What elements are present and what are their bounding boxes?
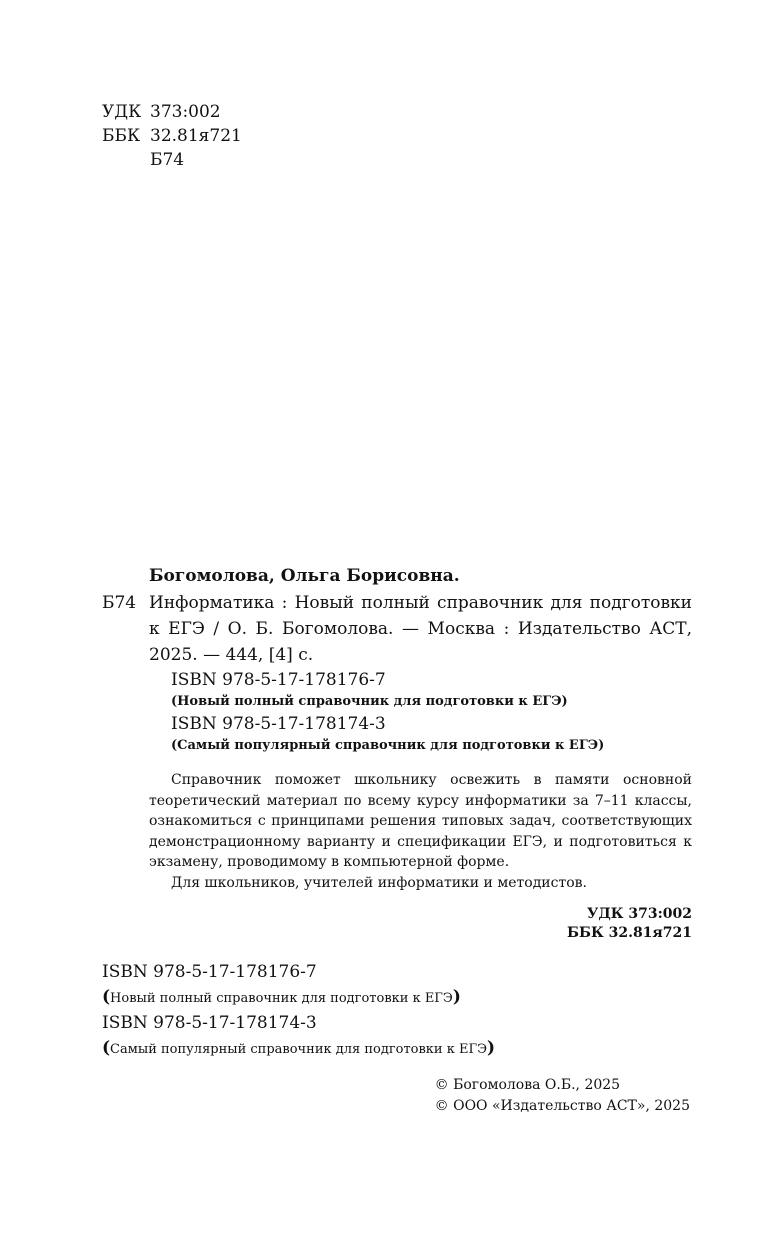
bbk-right: ББК 32.81я721 <box>567 925 692 941</box>
isbn-1: ISBN 978-5-17-178176-7 <box>171 670 386 690</box>
udk-row <box>102 100 242 124</box>
bbk-row <box>102 124 242 148</box>
bottom-isbn-2-note: (Самый популярный справочник для подготовки к ЕГЭ) <box>102 1038 496 1058</box>
isbn-2-note: (Самый популярный справочник для подготовки к ЕГЭ) <box>171 738 605 753</box>
classification-block <box>102 100 242 172</box>
isbn-1-note: (Новый полный справочник для подготовки к ЕГЭ) <box>171 694 568 709</box>
bottom-isbn-1: ISBN 978-5-17-178176-7 <box>102 962 317 982</box>
bbk-value: 32.81я721 <box>150 126 242 146</box>
bottom-isbn-block <box>102 960 495 1062</box>
isbn-2: ISBN 978-5-17-178174-3 <box>171 714 386 734</box>
author-mark: Б74 <box>150 150 185 170</box>
bottom-isbn-2: ISBN 978-5-17-178174-3 <box>102 1013 317 1033</box>
copyright-block <box>435 1075 690 1117</box>
audience-text: Для школьников, учителей информатики и методистов. <box>171 874 587 891</box>
udk-label: УДК <box>102 102 142 122</box>
copyright-author: © Богомолова О.Б., 2025 <box>434 1077 621 1093</box>
copyright-publisher: © ООО «Издательство АСТ», 2025 <box>434 1098 690 1114</box>
annotation-text: Справочник поможет школьнику освежить в памяти основной теоретический материал по всему курсу информатики за 7–11 классы, ознакомиться с принципами решения типовых задач, соответствующих демонстрационному варианту и спецификации ЕГЭ, и подготовиться к экзамену, проводимому в компьютерной форме. <box>149 772 692 870</box>
catalog-entry <box>102 562 692 943</box>
annotation <box>149 770 692 893</box>
author-name: Богомолова, Ольга Борисовна. <box>149 566 460 586</box>
bottom-isbn-1-note: (Новый полный справочник для подготовки к ЕГЭ) <box>102 987 461 1007</box>
bibliographic-description <box>102 590 692 668</box>
author-mark-row <box>102 148 242 172</box>
bbk-label: ББК <box>102 126 141 146</box>
udk-value: 373:002 <box>150 102 221 122</box>
udk-right: УДК 373:002 <box>586 906 692 922</box>
classification-codes-right <box>102 905 692 943</box>
entry-code: Б74 <box>102 593 137 613</box>
description-text: Информатика : Новый полный справочник для подготовки к ЕГЭ / О. Б. Богомолова. — Москва : Издательство АСТ, 2025. — 444, [4] с. <box>149 593 692 665</box>
